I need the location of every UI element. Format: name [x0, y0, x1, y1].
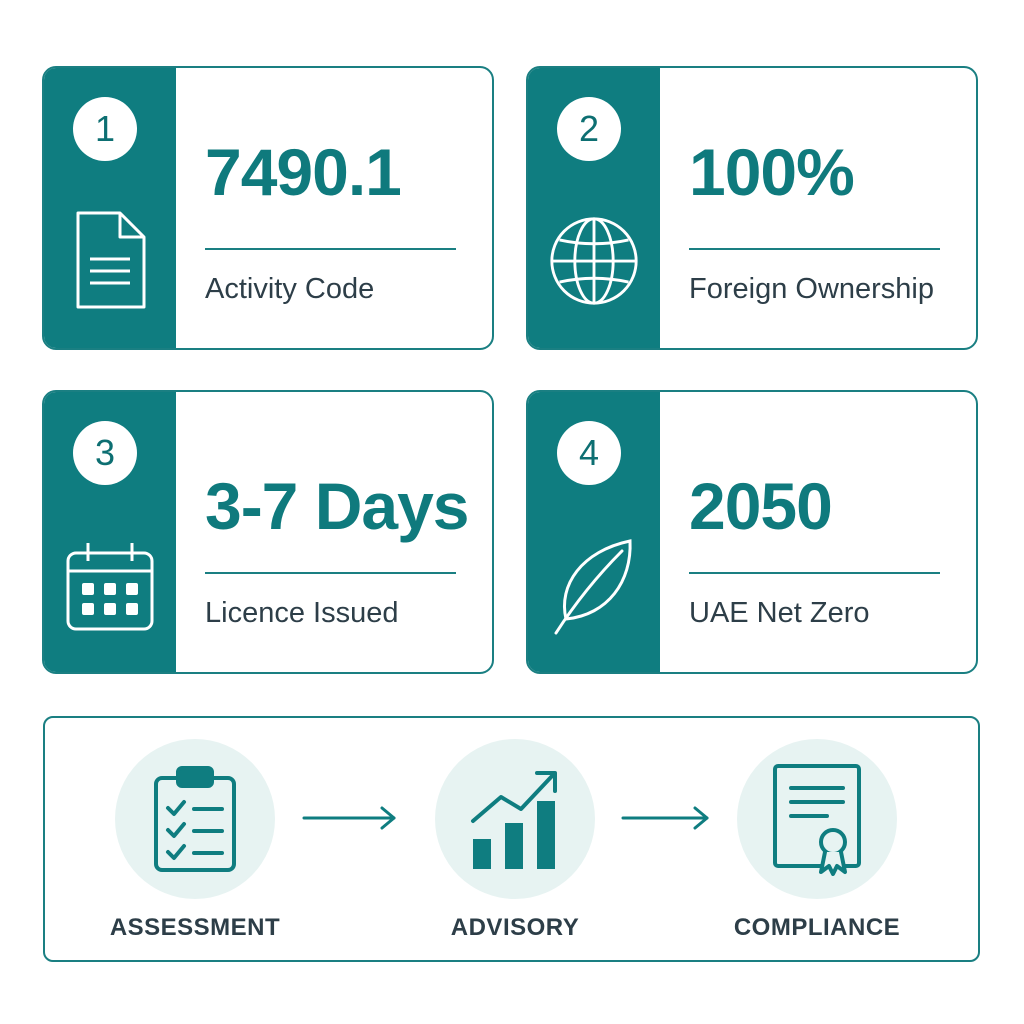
- process-step-compliance: [697, 718, 937, 964]
- step-number-badge: 2: [557, 97, 621, 161]
- step-label: ASSESSMENT: [109, 914, 281, 941]
- process-step-advisory: [395, 718, 635, 964]
- step-number-badge: 3: [73, 421, 137, 485]
- stat-value: 7490.1: [205, 135, 401, 209]
- stat-label: Foreign Ownership: [689, 273, 934, 305]
- stat-label: Activity Code: [205, 273, 375, 305]
- step-label: COMPLIANCE: [733, 914, 901, 941]
- certificate-icon: [737, 739, 897, 899]
- globe-icon: [548, 206, 640, 316]
- stat-value: 3-7 Days: [205, 469, 469, 543]
- step-label: ADVISORY: [450, 914, 580, 941]
- step-number-badge: 4: [557, 421, 621, 485]
- stat-label: UAE Net Zero: [689, 597, 870, 629]
- stat-card-activity-code: [42, 66, 494, 350]
- stat-card-uae-net-zero: [526, 390, 978, 674]
- growth-chart-icon: [435, 739, 595, 899]
- card-side-band: [44, 68, 176, 348]
- arrow-right-icon: [302, 806, 398, 835]
- divider: [205, 572, 456, 574]
- card-side-band: [44, 392, 176, 672]
- stat-value: 2050: [689, 469, 832, 543]
- divider: [205, 248, 456, 250]
- clipboard-checklist-icon: [115, 739, 275, 899]
- leaf-icon: [548, 530, 640, 640]
- card-side-band: [528, 392, 660, 672]
- stat-card-foreign-ownership: [526, 66, 978, 350]
- stat-value: 100%: [689, 135, 854, 209]
- document-icon: [64, 206, 156, 316]
- card-side-band: [528, 68, 660, 348]
- calendar-icon: [64, 530, 156, 640]
- stat-label: Licence Issued: [205, 597, 399, 629]
- divider: [689, 248, 940, 250]
- stat-card-licence-issued: [42, 390, 494, 674]
- process-step-assessment: [75, 718, 315, 964]
- step-number-badge: 1: [73, 97, 137, 161]
- process-flow: [43, 716, 980, 962]
- divider: [689, 572, 940, 574]
